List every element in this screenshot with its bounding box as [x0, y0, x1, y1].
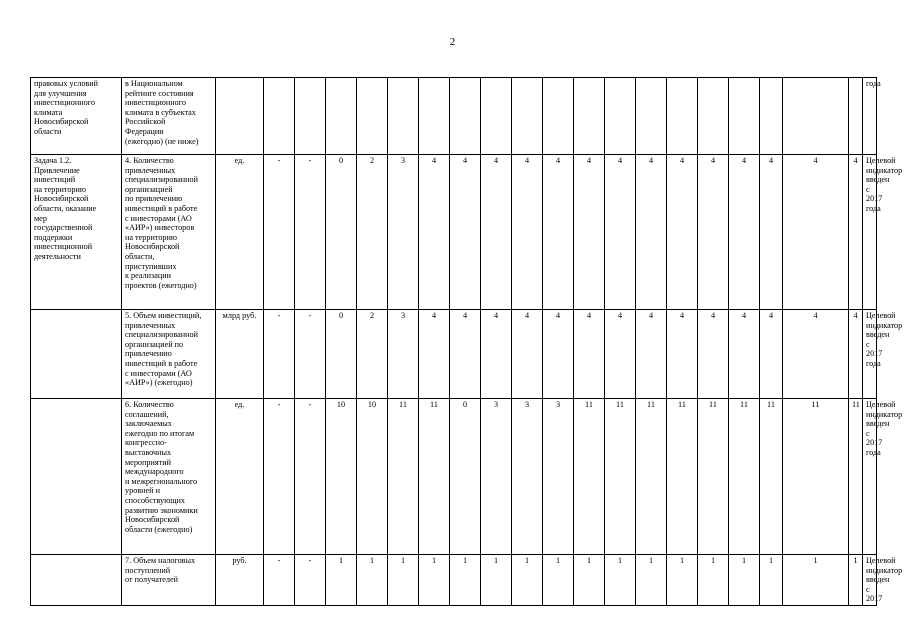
table-row: [31, 310, 877, 399]
value-cell: 0: [326, 155, 357, 310]
note-cell: Целевой индикатор введен с 2017 года: [863, 310, 877, 399]
value-cell: -: [295, 555, 326, 606]
value-cell: 0: [326, 310, 357, 399]
value-cell: -: [295, 155, 326, 310]
value-cell: 4: [512, 155, 543, 310]
value-cell: 1: [783, 555, 849, 606]
note-cell: Целевой индикатор введен с 2017: [863, 555, 877, 606]
value-cell: [760, 78, 783, 155]
value-cell: 1: [388, 555, 419, 606]
unit-cell: ед.: [216, 399, 264, 555]
value-cell: 1: [729, 555, 760, 606]
value-cell: -: [264, 155, 295, 310]
value-cell: 4: [512, 310, 543, 399]
value-cell: 4: [760, 155, 783, 310]
value-cell: 4: [698, 155, 729, 310]
task-cell: [31, 555, 122, 606]
value-cell: 3: [388, 155, 419, 310]
value-cell: [574, 78, 605, 155]
indicator-cell: 5. Объем инвестиций, привлеченных специализированной организацией по привлечению инвестиций в работе с инвесторами (АО «АИР») (ежегодно): [122, 310, 216, 399]
value-cell: [357, 78, 388, 155]
indicator-cell: в Национальном рейтинге состояния инвестиционного климата в субъектах Российской Федерации (ежегодно) (не ниже): [122, 78, 216, 155]
value-cell: [698, 78, 729, 155]
table-row: [31, 155, 877, 310]
value-cell: 4: [849, 155, 863, 310]
value-cell: 4: [783, 155, 849, 310]
note-cell: Целевой индикатор введен с 2017 года: [863, 155, 877, 310]
value-cell: [729, 78, 760, 155]
value-cell: 1: [760, 555, 783, 606]
value-cell: [295, 78, 326, 155]
value-cell: 11: [605, 399, 636, 555]
value-cell: 4: [698, 310, 729, 399]
value-cell: 10: [326, 399, 357, 555]
value-cell: 1: [357, 555, 388, 606]
value-cell: 4: [636, 155, 667, 310]
value-cell: 4: [605, 310, 636, 399]
value-cell: 11: [729, 399, 760, 555]
value-cell: -: [295, 310, 326, 399]
value-cell: 4: [849, 310, 863, 399]
note-cell: Целевой индикатор введен с 2017 года: [863, 399, 877, 555]
task-cell: Задача 1.2. Привлечение инвестиций на территорию Новосибирской области, оказание мер государственной поддержки инвестиционной деятельности: [31, 155, 122, 310]
value-cell: 10: [357, 399, 388, 555]
value-cell: 4: [667, 155, 698, 310]
value-cell: 1: [512, 555, 543, 606]
value-cell: 3: [543, 399, 574, 555]
value-cell: [667, 78, 698, 155]
value-cell: 2: [357, 155, 388, 310]
note-cell: года: [863, 78, 877, 155]
value-cell: 4: [450, 155, 481, 310]
value-cell: [783, 78, 849, 155]
value-cell: 4: [481, 310, 512, 399]
value-cell: 11: [388, 399, 419, 555]
value-cell: 4: [419, 310, 450, 399]
value-cell: [543, 78, 574, 155]
value-cell: 4: [636, 310, 667, 399]
value-cell: 3: [512, 399, 543, 555]
indicator-cell: 4. Количество привлеченных специализированной организацией по привлечению инвестиций в работе с инвесторами (АО «АИР») инвесторов на территорию Новосибирской области, приступивших к реализации проектов (ежегодно): [122, 155, 216, 310]
value-cell: [512, 78, 543, 155]
table-row: [31, 399, 877, 555]
value-cell: 11: [698, 399, 729, 555]
value-cell: 1: [419, 555, 450, 606]
value-cell: 4: [574, 310, 605, 399]
unit-cell: млрд руб.: [216, 310, 264, 399]
page-number: 2: [449, 36, 456, 48]
task-cell: [31, 310, 122, 399]
value-cell: 3: [388, 310, 419, 399]
unit-cell: ед.: [216, 155, 264, 310]
value-cell: 4: [729, 310, 760, 399]
task-cell: правовых условий для улучшения инвестиционного климата Новосибирской области: [31, 78, 122, 155]
value-cell: 11: [574, 399, 605, 555]
indicator-cell: 7. Объем налоговых поступлений от получателей: [122, 555, 216, 606]
value-cell: 1: [481, 555, 512, 606]
value-cell: 4: [760, 310, 783, 399]
value-cell: 1: [543, 555, 574, 606]
value-cell: 4: [783, 310, 849, 399]
value-cell: 4: [450, 310, 481, 399]
value-cell: [326, 78, 357, 155]
value-cell: 1: [698, 555, 729, 606]
table-row: [31, 555, 877, 606]
value-cell: 1: [667, 555, 698, 606]
value-cell: -: [295, 399, 326, 555]
value-cell: -: [264, 310, 295, 399]
value-cell: [481, 78, 512, 155]
task-cell: [31, 399, 122, 555]
value-cell: 2: [357, 310, 388, 399]
value-cell: 4: [481, 155, 512, 310]
indicator-cell: 6. Количество соглашений, заключаемых ежегодно по итогам конгрессно- выставочных мероприятий международного и межрегионального уровней и способствующих развитию экономики Новосибирской области (ежегодно): [122, 399, 216, 555]
value-cell: [636, 78, 667, 155]
value-cell: 11: [849, 399, 863, 555]
value-cell: 11: [419, 399, 450, 555]
value-cell: 4: [605, 155, 636, 310]
value-cell: [450, 78, 481, 155]
value-cell: 1: [326, 555, 357, 606]
value-cell: 4: [543, 310, 574, 399]
table-body: [31, 78, 903, 606]
value-cell: 1: [574, 555, 605, 606]
value-cell: -: [264, 555, 295, 606]
value-cell: 4: [667, 310, 698, 399]
value-cell: 11: [667, 399, 698, 555]
value-cell: 1: [605, 555, 636, 606]
unit-cell: [216, 78, 264, 155]
value-cell: 3: [481, 399, 512, 555]
value-cell: 4: [543, 155, 574, 310]
value-cell: [264, 78, 295, 155]
value-cell: 4: [574, 155, 605, 310]
value-cell: 0: [450, 399, 481, 555]
value-cell: [419, 78, 450, 155]
unit-cell: руб.: [216, 555, 264, 606]
value-cell: [388, 78, 419, 155]
value-cell: 11: [636, 399, 667, 555]
value-cell: 4: [729, 155, 760, 310]
value-cell: -: [264, 399, 295, 555]
value-cell: 11: [783, 399, 849, 555]
value-cell: [605, 78, 636, 155]
indicators-table: [30, 77, 903, 606]
value-cell: 1: [450, 555, 481, 606]
value-cell: 1: [636, 555, 667, 606]
value-cell: 1: [849, 555, 863, 606]
value-cell: 4: [419, 155, 450, 310]
value-cell: [849, 78, 863, 155]
table-row: [31, 78, 877, 155]
value-cell: 11: [760, 399, 783, 555]
